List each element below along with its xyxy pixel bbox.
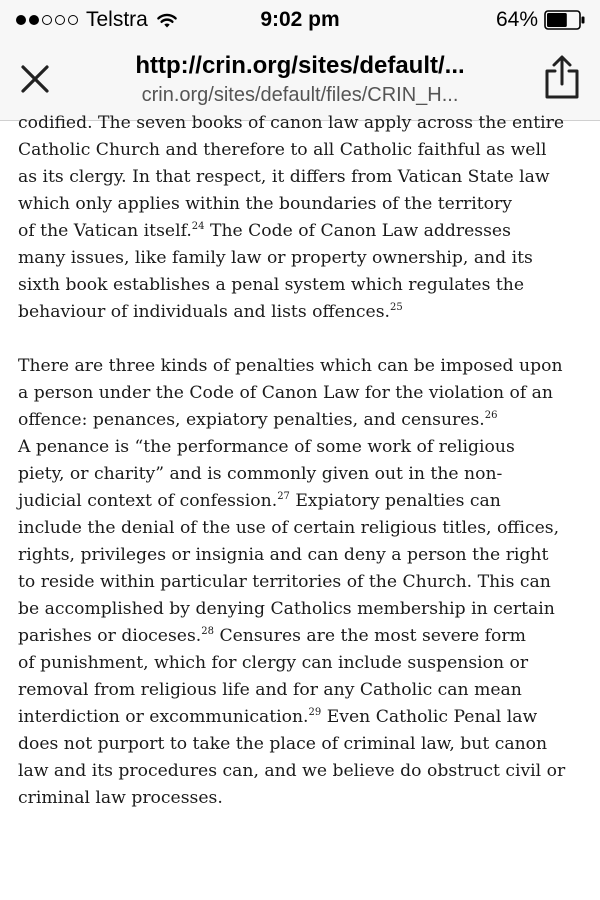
text-line [18,515,588,542]
text-line [18,164,588,191]
line-text: A penance is “the performance of some work of religious [18,437,515,457]
line-text-continued: Censures are the most severe form [214,626,526,646]
page-url-subtitle: crin.org/sites/default/files/CRIN_H... [141,84,459,106]
line-text: many issues, like family law or property ownership, and its [18,248,533,268]
text-line [18,461,588,488]
line-text: which only applies within the boundaries of the territory [18,194,512,214]
line-text: There are three kinds of penalties which can be imposed upon [18,356,563,376]
footnote-ref[interactable]: 29 [308,707,322,718]
text-line [18,650,588,677]
footnote-ref[interactable]: 28 [201,626,214,637]
text-line [18,353,588,380]
text-line [18,137,588,164]
text-line [18,677,588,704]
battery-percentage: 64% [495,8,538,31]
text-line [18,218,588,245]
close-icon [23,67,47,91]
text-line [18,731,588,758]
line-text: as its clergy. In that respect, it differs from Vatican State law [18,167,550,187]
line-text: piety, or charity” and is commonly given out in the non- [18,464,503,484]
text-line [18,785,588,812]
text-line [18,569,588,596]
line-text: parishes or dioceses. [18,626,202,646]
line-text: of punishment, which for clergy can include suspension or [18,653,529,673]
text-line [18,542,588,569]
line-text: of the Vatican itself. [18,221,192,241]
line-text: Catholic Church and therefore to all Catholic faithful as well [18,140,547,160]
battery-level-fill [547,13,567,27]
line-text: criminal law processes. [18,788,223,808]
text-line [18,299,588,326]
text-line [18,704,588,731]
text-line [18,245,588,272]
text-line [18,407,588,434]
line-text: include the denial of the use of certain religious titles, offices, [18,518,560,538]
line-text-continued: Expiatory penalties can [289,491,501,511]
carrier-name: Telstra [86,8,148,31]
line-text-continued: Even Catholic Penal law [321,707,538,727]
url-display[interactable] [80,50,520,108]
page-url-title: http://crin.org/sites/default/... [135,52,465,79]
text-line [18,380,588,407]
text-line [18,596,588,623]
line-text-continued: The Code of Canon Law addresses [204,221,511,241]
share-icon [547,57,577,97]
share-button[interactable] [542,54,582,100]
status-time: 9:02 pm [260,8,340,31]
text-line [18,272,588,299]
text-line [18,191,588,218]
line-text: does not purport to take the place of criminal law, but canon [18,734,548,754]
text-line [18,110,588,137]
line-text: to reside within particular territories of the Church. This can [18,572,551,592]
paragraph-penalties [18,353,588,812]
line-text: sixth book establishes a penal system which regulates the [18,275,525,295]
battery-icon [544,10,586,30]
browser-nav-bar [0,40,600,121]
footnote-ref[interactable]: 24 [191,221,205,232]
footnote-ref[interactable]: 27 [277,491,290,502]
text-line [18,434,588,461]
text-line [18,623,588,650]
close-button[interactable] [18,62,52,96]
status-right [496,8,586,32]
status-bar [0,0,600,40]
line-text: be accomplished by denying Catholics membership in certain [18,599,555,619]
text-line [18,758,588,785]
footnote-ref[interactable]: 26 [484,410,498,421]
text-line [18,488,588,515]
line-text: behaviour of individuals and lists offences. [18,302,391,322]
line-text: removal from religious life and for any Catholic can mean [18,680,522,700]
document-body [18,110,588,812]
line-text: a person under the Code of Canon Law for the violation of an [18,383,553,403]
line-text: judicial context of confession. [18,491,278,511]
line-text: offence: penances, expiatory penalties, and censures. [18,410,485,430]
line-text: codified. The seven books of canon law apply across the entire [18,113,565,133]
line-text: interdiction or excommunication. [18,707,309,727]
footnote-ref[interactable]: 25 [390,302,403,313]
line-text: rights, privileges or insignia and can deny a person the right [18,545,549,565]
line-text: law and its procedures can, and we believe do obstruct civil or [18,761,566,781]
paragraph-canon-law [18,110,588,326]
